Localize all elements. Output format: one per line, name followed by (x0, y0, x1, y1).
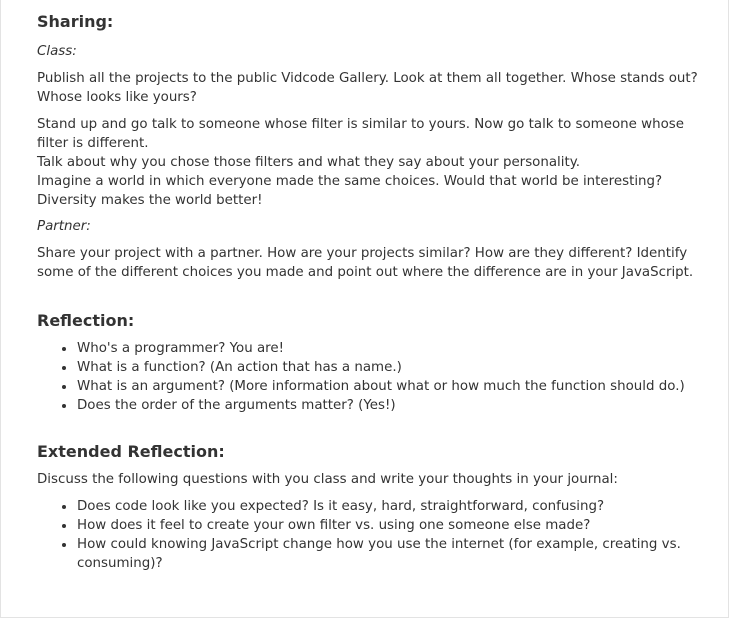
class-line: Imagine a world in which everyone made the same choices. Would that world be interesting? (37, 174, 663, 189)
list-item: • Does the order of the arguments matter? (Yes!) (76, 396, 717, 415)
reflection-heading: Reflection: (37, 311, 135, 330)
extended-intro: Discuss the following questions with you class and write your thoughts in your journal: (37, 472, 618, 487)
list-item: • Does code look like you expected? Is it easy, hard, straightforward, confusing? (76, 497, 717, 516)
class-line: Stand up and go talk to someone whose filter is similar to yours. Now go talk to someone whose filter is different. (37, 117, 684, 151)
partner-paragraph: Share your project with a partner. How are your projects similar? How are they different? Identify some of the different choices you made and point out where the difference are in your JavaScript. (37, 246, 694, 280)
list-item: • What is a function? (An action that has a name.) (76, 358, 717, 377)
class-line: Talk about why you chose those filters and what they say about your personality. (37, 155, 581, 170)
lesson-content (37, 12, 717, 573)
extended-reflection-list (37, 497, 717, 573)
partner-label: Partner: (37, 219, 91, 234)
class-paragraph-2 (37, 115, 717, 210)
class-line: Diversity makes the world better! (37, 193, 263, 208)
list-item: • How could knowing JavaScript change how you use the internet (for example, creating vs. consuming)? (76, 535, 717, 573)
reflection-list (37, 339, 717, 415)
list-item: • What is an argument? (More information about what or how much the function should do.) (76, 377, 717, 396)
class-label: Class: (37, 44, 77, 59)
list-item: • How does it feel to create your own filter vs. using one someone else made? (76, 516, 717, 535)
sharing-heading: Sharing: (37, 12, 114, 31)
class-paragraph-1: Publish all the projects to the public Vidcode Gallery. Look at them all together. Whose stands out? Whose looks like yours? (37, 71, 698, 105)
list-item: • Who's a programmer? You are! (76, 339, 717, 358)
extended-reflection-heading: Extended Reflection: (37, 442, 225, 461)
